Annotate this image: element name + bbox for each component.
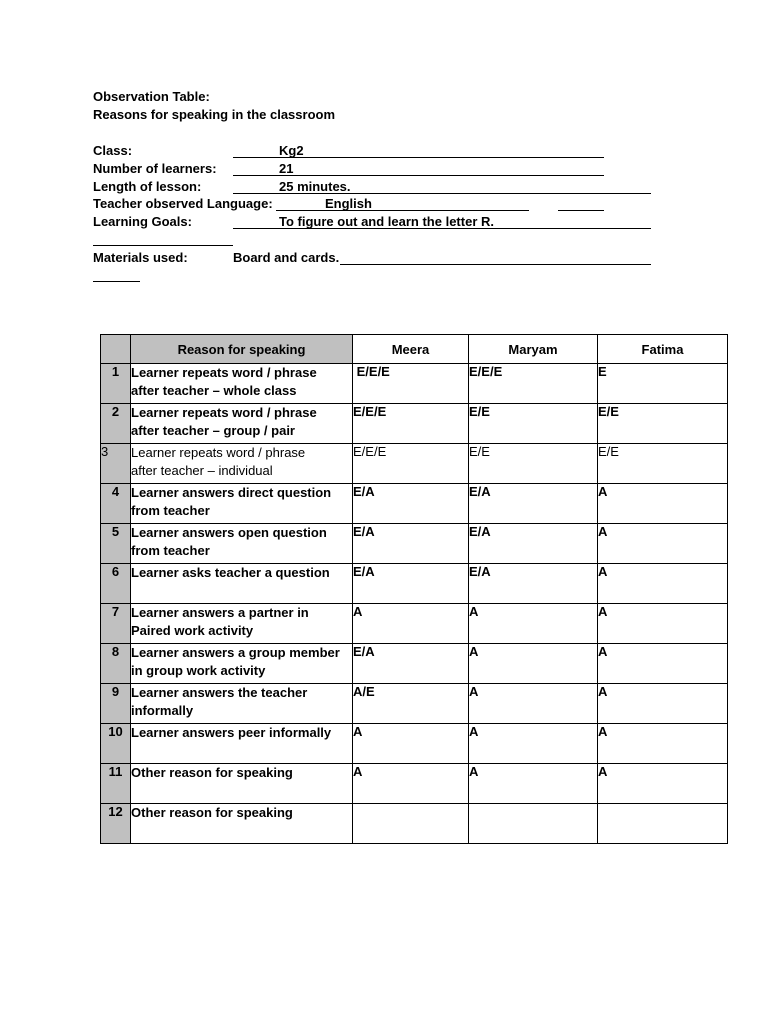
value-meera: E/E/E	[353, 364, 469, 404]
reason-cell	[131, 724, 353, 764]
value-fatima: E	[598, 364, 728, 404]
reason-line: in group work activity	[131, 663, 266, 678]
table-row	[101, 564, 728, 604]
materials-value: Board and cards.	[233, 250, 340, 265]
row-number: 11	[101, 764, 131, 804]
value-meera: A/E	[353, 684, 469, 724]
reason-cell	[131, 444, 353, 484]
class-label: Class:	[93, 143, 133, 158]
reason-line: informally	[131, 703, 194, 718]
value-fatima: A	[598, 724, 728, 764]
reason-line: Learner repeats word / phrase	[131, 365, 317, 380]
document-title: Observation Table:	[93, 89, 210, 104]
language-underline	[276, 210, 529, 211]
value-maryam: E/A	[469, 484, 598, 524]
value-maryam: A	[469, 604, 598, 644]
reason-line: Learner repeats word / phrase	[131, 445, 306, 460]
value-fatima: A	[598, 484, 728, 524]
materials-underline	[340, 264, 651, 265]
header-maryam: Maryam	[469, 335, 598, 364]
materials-label: Materials used:	[93, 250, 188, 265]
document-subtitle: Reasons for speaking in the classroom	[93, 107, 336, 122]
value-fatima: A	[598, 564, 728, 604]
value-maryam: E/A	[469, 564, 598, 604]
language-underline-tail	[558, 210, 604, 211]
row-number: 10	[101, 724, 131, 764]
table-row	[101, 484, 728, 524]
reason-cell	[131, 804, 353, 844]
table-row	[101, 404, 728, 444]
value-maryam: A	[469, 764, 598, 804]
learners-value: 21	[279, 161, 294, 176]
value-fatima: A	[598, 764, 728, 804]
reason-cell	[131, 364, 353, 404]
reason-line: Learner asks teacher a question	[131, 565, 330, 580]
reason-line	[131, 782, 352, 800]
reason-line: Learner answers peer informally	[131, 725, 332, 740]
table-header-row	[101, 335, 728, 364]
value-maryam: E/E/E	[469, 364, 598, 404]
reason-cell	[131, 764, 353, 804]
reason-cell	[131, 524, 353, 564]
value-meera: E/A	[353, 644, 469, 684]
value-meera: E/A	[353, 484, 469, 524]
row-number: 1	[101, 364, 131, 404]
value-meera: E/E/E	[353, 444, 469, 484]
value-maryam	[469, 804, 598, 844]
value-meera: E/A	[353, 524, 469, 564]
observation-table	[100, 334, 728, 844]
table-row	[101, 804, 728, 844]
table-row	[101, 364, 728, 404]
reason-line: after teacher – whole class	[131, 383, 297, 398]
value-meera	[353, 804, 469, 844]
value-fatima: E/E	[598, 444, 728, 484]
value-meera: A	[353, 764, 469, 804]
reason-line: Learner repeats word / phrase	[131, 405, 317, 420]
value-maryam: E/A	[469, 524, 598, 564]
reason-cell	[131, 644, 353, 684]
row-number: 2	[101, 404, 131, 444]
language-value: English	[325, 196, 372, 211]
value-maryam: A	[469, 644, 598, 684]
value-maryam: A	[469, 724, 598, 764]
reason-line: Paired work activity	[131, 623, 254, 638]
materials-continuation-line	[93, 281, 140, 282]
reason-line: Other reason for speaking	[131, 765, 293, 780]
table-row	[101, 644, 728, 684]
reason-line	[131, 582, 352, 600]
reason-cell	[131, 684, 353, 724]
reason-line	[131, 822, 352, 840]
value-maryam: A	[469, 684, 598, 724]
reason-line: Learner answers direct question	[131, 485, 332, 500]
header-number	[101, 335, 131, 364]
reason-line	[131, 742, 352, 760]
row-number: 9	[101, 684, 131, 724]
table-row	[101, 524, 728, 564]
value-fatima: A	[598, 604, 728, 644]
reason-line: after teacher – group / pair	[131, 423, 295, 438]
reason-line: after teacher – individual	[131, 463, 273, 478]
header-meera: Meera	[353, 335, 469, 364]
table-row	[101, 604, 728, 644]
table-row	[101, 724, 728, 764]
value-maryam: E/E	[469, 404, 598, 444]
reason-cell	[131, 484, 353, 524]
value-fatima: E/E	[598, 404, 728, 444]
length-value: 25 minutes.	[279, 179, 351, 194]
row-number: 8	[101, 644, 131, 684]
table-row	[101, 684, 728, 724]
reason-line: Learner answers a partner in	[131, 605, 309, 620]
class-value: Kg2	[279, 143, 304, 158]
value-meera: A	[353, 724, 469, 764]
reason-line: Learner answers a group member	[131, 645, 340, 660]
reason-cell	[131, 404, 353, 444]
row-number: 7	[101, 604, 131, 644]
value-fatima	[598, 804, 728, 844]
reason-line: from teacher	[131, 503, 210, 518]
reason-line: Learner answers the teacher	[131, 685, 308, 700]
value-meera: E/A	[353, 564, 469, 604]
reason-line: Learner answers open question	[131, 525, 327, 540]
row-number: 3	[101, 444, 131, 484]
reason-line: from teacher	[131, 543, 210, 558]
row-number: 12	[101, 804, 131, 844]
value-maryam: E/E	[469, 444, 598, 484]
value-fatima: A	[598, 524, 728, 564]
reason-cell	[131, 604, 353, 644]
goals-value: To figure out and learn the letter R.	[279, 214, 494, 229]
value-meera: A	[353, 604, 469, 644]
table-row	[101, 444, 728, 484]
table-row	[101, 764, 728, 804]
row-number: 4	[101, 484, 131, 524]
length-label: Length of lesson:	[93, 179, 202, 194]
reason-line: Other reason for speaking	[131, 805, 293, 820]
learners-label: Number of learners:	[93, 161, 217, 176]
value-fatima: A	[598, 684, 728, 724]
row-number: 6	[101, 564, 131, 604]
reason-cell	[131, 564, 353, 604]
header-fatima: Fatima	[598, 335, 728, 364]
value-meera: E/E/E	[353, 404, 469, 444]
goals-label: Learning Goals:	[93, 214, 192, 229]
goals-continuation-line	[93, 245, 233, 246]
language-label: Teacher observed Language:	[93, 196, 273, 211]
header-reason: Reason for speaking	[131, 335, 353, 364]
value-fatima: A	[598, 644, 728, 684]
row-number: 5	[101, 524, 131, 564]
